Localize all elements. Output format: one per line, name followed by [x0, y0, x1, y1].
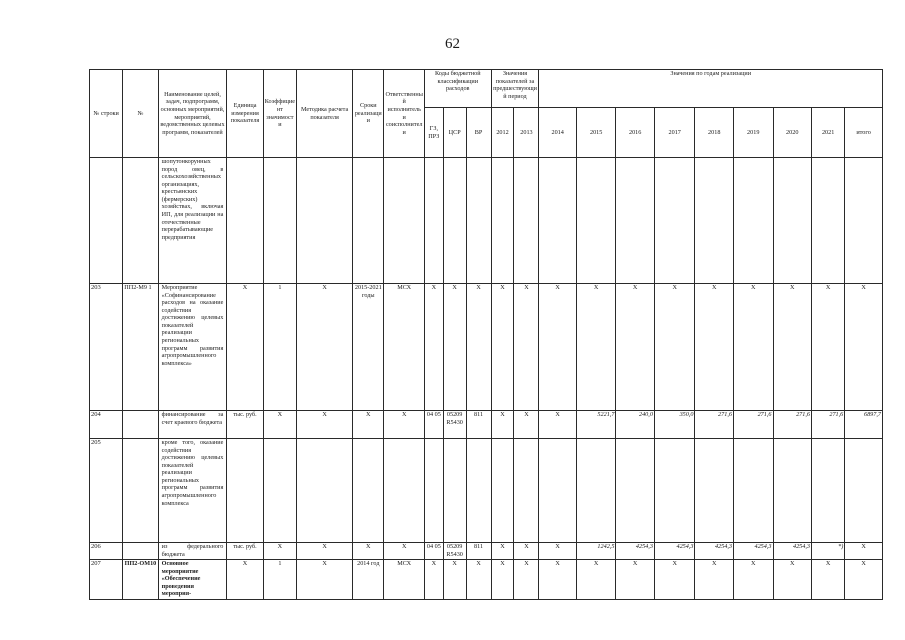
y2012-cell: Х — [491, 411, 514, 439]
header-name: Наименование целей, задач, подпрограмм, основных мероприятий, мероприятий, ведомственных целевых программ, показателей — [158, 70, 227, 158]
table-row — [90, 439, 883, 543]
resp-cell: Х — [384, 411, 425, 439]
method-cell: Х — [297, 560, 353, 600]
header-vr: ВР — [466, 108, 491, 158]
y2019-cell: 4254,3 — [733, 543, 773, 560]
table-row — [90, 560, 883, 600]
header-row-no: № строки — [90, 70, 123, 158]
header-period: Сроки реализации — [353, 70, 384, 158]
y2014-cell: Х — [539, 560, 576, 600]
y2012-cell: Х — [491, 543, 514, 560]
table-row — [90, 284, 883, 411]
vr-cell: 811 — [466, 411, 491, 439]
method-cell: Х — [297, 543, 353, 560]
coef-cell: 1 — [263, 560, 296, 600]
y2021-cell: 271,6 — [811, 411, 844, 439]
resp-cell: Х — [384, 543, 425, 560]
y2021-cell: Х — [811, 284, 844, 411]
y2020-cell: 4254,3 — [773, 543, 811, 560]
header-2013: 2013 — [514, 108, 539, 158]
y2018-cell: Х — [695, 560, 733, 600]
row-number: 205 — [90, 439, 123, 543]
y2013-cell: Х — [514, 284, 539, 411]
indicator-name: Основное мероприятие «Обеспечение проведения мероприя- — [158, 560, 227, 600]
header-budget-codes: Коды бюджетной классификации расходов — [424, 70, 491, 108]
y2016-cell: Х — [616, 560, 654, 600]
y2017-cell: Х — [654, 284, 695, 411]
gz-cell: 04 05 — [424, 411, 443, 439]
y2013-cell: Х — [514, 560, 539, 600]
header-2020: 2020 — [773, 108, 811, 158]
table-row — [90, 158, 883, 284]
total-cell: Х — [845, 284, 883, 411]
header-unit: Единица измерения показателя — [227, 70, 263, 158]
header-2021: 2021 — [811, 108, 844, 158]
y2014-cell: Х — [539, 284, 576, 411]
y2016-cell: 4254,3 — [616, 543, 654, 560]
header-no: № — [123, 70, 158, 158]
resp-cell: МСХ — [384, 560, 425, 600]
period-cell: Х — [353, 543, 384, 560]
period-cell: 2015-2021 годы — [353, 284, 384, 411]
header-total: итого — [845, 108, 883, 158]
row-number: 203 — [90, 284, 123, 411]
unit-cell: тыс. руб. — [227, 543, 263, 560]
csr-cell: Х — [443, 560, 466, 600]
y2017-cell: 4254,3 — [654, 543, 695, 560]
y2013-cell: Х — [514, 411, 539, 439]
header-2012: 2012 — [491, 108, 514, 158]
gz-cell: 04 05 — [424, 543, 443, 560]
y2021-cell: Х — [811, 560, 844, 600]
y2016-cell: Х — [616, 284, 654, 411]
header-2018: 2018 — [695, 108, 733, 158]
header-row-1 — [90, 70, 883, 108]
unit-cell: Х — [227, 560, 263, 600]
coef-cell: Х — [263, 411, 296, 439]
csr-cell: Х — [443, 284, 466, 411]
y2018-cell: 4254,3 — [695, 543, 733, 560]
y2017-cell: 350,0 — [654, 411, 695, 439]
header-gz: ГЗ, ПРЗ — [424, 108, 443, 158]
item-code — [123, 411, 158, 439]
y2014-cell: Х — [539, 411, 576, 439]
vr-cell: Х — [466, 560, 491, 600]
y2020-cell: Х — [773, 560, 811, 600]
y2015-cell: Х — [576, 284, 616, 411]
y2012-cell: Х — [491, 560, 514, 600]
program-table — [89, 69, 883, 600]
header-2019: 2019 — [733, 108, 773, 158]
vr-cell: 811 — [466, 543, 491, 560]
header-coef: Коэффициент значимости — [263, 70, 296, 158]
header-2014: 2014 — [539, 108, 576, 158]
row-number: 207 — [90, 560, 123, 600]
header-2015: 2015 — [576, 108, 616, 158]
table-row — [90, 411, 883, 439]
total-cell: 6897,7 — [845, 411, 883, 439]
gz-cell: Х — [424, 560, 443, 600]
y2014-cell: Х — [539, 543, 576, 560]
period-cell: 2014 год — [353, 560, 384, 600]
y2019-cell: Х — [733, 284, 773, 411]
header-method: Методика расчета показателя — [297, 70, 353, 158]
indicator-name: из федерального бюджета — [158, 543, 227, 560]
table-row — [90, 543, 883, 560]
total-cell: Х — [845, 560, 883, 600]
vr-cell: Х — [466, 284, 491, 411]
csr-cell: 05209 R5430 — [443, 543, 466, 560]
header-csr: ЦСР — [443, 108, 466, 158]
unit-cell: Х — [227, 284, 263, 411]
y2020-cell: 271,6 — [773, 411, 811, 439]
indicator-name: финансирование за счет краевого бюджета — [158, 411, 227, 439]
y2019-cell: Х — [733, 560, 773, 600]
y2015-cell: 5221,7 — [576, 411, 616, 439]
indicator-name: Мероприятие «Софинансирование расходов на оказание содействия достижению целевых показателей реализации региональных программ развития агропромышленного комплекса» — [158, 284, 227, 411]
row-number: 204 — [90, 411, 123, 439]
y2020-cell: Х — [773, 284, 811, 411]
y2018-cell: Х — [695, 284, 733, 411]
coef-cell: 1 — [263, 284, 296, 411]
y2018-cell: 271,6 — [695, 411, 733, 439]
resp-cell: МСХ — [384, 284, 425, 411]
item-code: ПП2-ОМ10 — [123, 560, 158, 600]
coef-cell: Х — [263, 543, 296, 560]
y2015-cell: 1242,5 — [576, 543, 616, 560]
y2021-cell: *) — [811, 543, 844, 560]
item-code: ПП2-М9 1 — [123, 284, 158, 411]
y2012-cell: Х — [491, 284, 514, 411]
header-resp: Ответственный исполнитель и соисполнители — [384, 70, 425, 158]
method-cell: Х — [297, 411, 353, 439]
item-code — [123, 543, 158, 560]
y2013-cell: Х — [514, 543, 539, 560]
gz-cell: Х — [424, 284, 443, 411]
indicator-name: шопутонкорунных пород овец, в сельскохозяйственных организациях, крестьянских (фермерских) хозяйствах, включая ИП, для реализации на отечественные перерабатывающие предприятия — [158, 158, 227, 284]
header-prior-values: Значения показателей за предшествующий период — [491, 70, 539, 108]
method-cell: Х — [297, 284, 353, 411]
y2016-cell: 240,0 — [616, 411, 654, 439]
y2019-cell: 271,6 — [733, 411, 773, 439]
period-cell: Х — [353, 411, 384, 439]
row-number: 206 — [90, 543, 123, 560]
header-2016: 2016 — [616, 108, 654, 158]
y2015-cell: Х — [576, 560, 616, 600]
page-number: 62 — [445, 36, 460, 52]
header-year-values: Значения по годам реализации — [539, 70, 883, 108]
unit-cell: тыс. руб. — [227, 411, 263, 439]
y2017-cell: Х — [654, 560, 695, 600]
header-2017: 2017 — [654, 108, 695, 158]
total-cell: Х — [845, 543, 883, 560]
indicator-name: кроме того, оказание содействия достижению целевых показателей реализации региональных программ развития агропромышленного комплекса — [158, 439, 227, 543]
csr-cell: 05209 R5430 — [443, 411, 466, 439]
